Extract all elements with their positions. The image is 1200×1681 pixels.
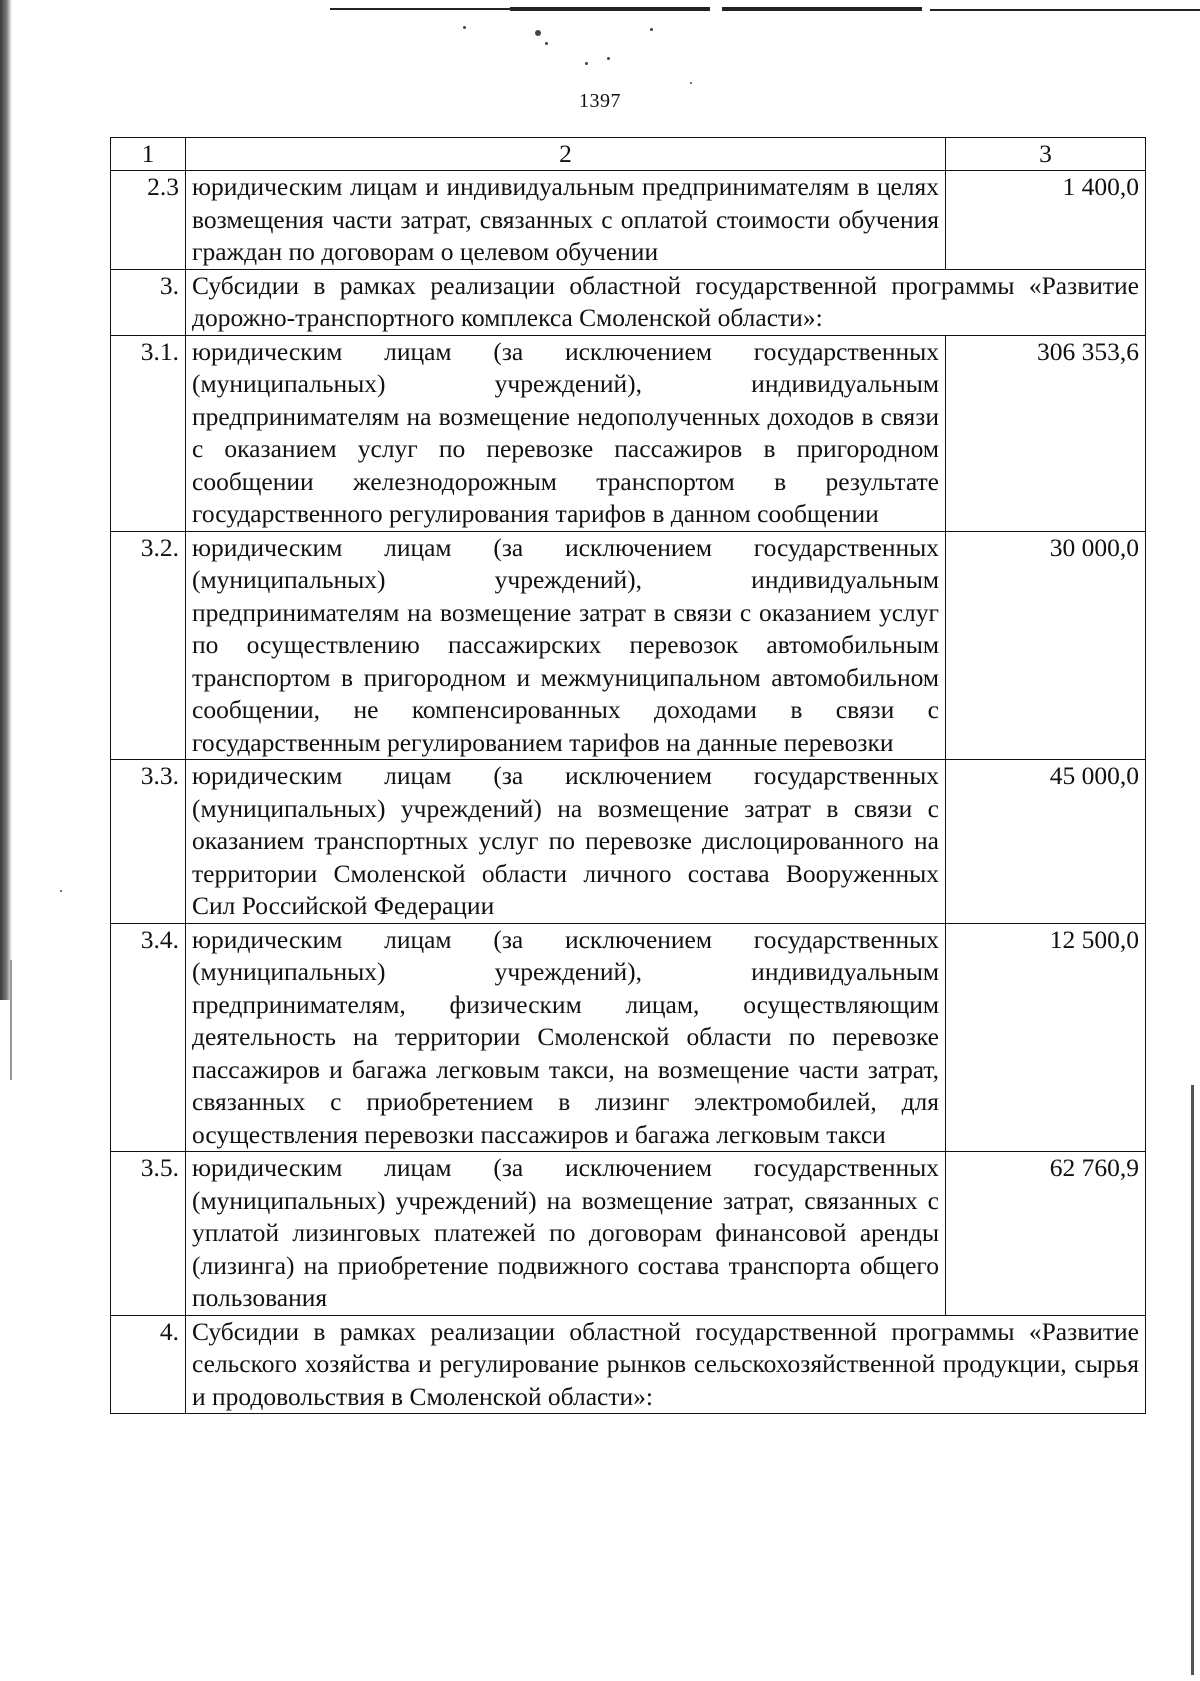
page-number: 1397: [579, 90, 621, 112]
scan-top-rule: [330, 6, 1200, 11]
row-number: 3.2.: [111, 531, 186, 760]
table-row: [111, 531, 1146, 760]
table-row: [111, 760, 1146, 924]
header-cell-col1: 1: [111, 138, 186, 171]
row-amount: 1 400,0: [946, 171, 1146, 270]
table-body: [111, 138, 1146, 1414]
row-description: юридическим лицам (за исключением государственных (муниципальных) учреждений) на возмещение затрат в связи с оказанием транспортных услуг по перевозке дислоцированного на территории Смоленской области личного состава Вооруженных Сил Российской Федерации: [186, 760, 946, 924]
scan-edge-right: [1191, 1085, 1194, 1675]
row-number: 3.1.: [111, 335, 186, 531]
table-row: [111, 171, 1146, 270]
row-amount: 45 000,0: [946, 760, 1146, 924]
header-cell-col3: 3: [946, 138, 1146, 171]
row-amount: 30 000,0: [946, 531, 1146, 760]
row-number: 3.4.: [111, 923, 186, 1152]
table-header-row: [111, 138, 1146, 171]
row-number: 2.3: [111, 171, 186, 270]
header-cell-col2: 2: [186, 138, 946, 171]
scan-edge-left: [0, 0, 12, 1000]
row-description: юридическим лицам и индивидуальным предпринимателям в целях возмещения части затрат, связанных с оплатой стоимости обучения граждан по договорам о целевом обучении: [186, 171, 946, 270]
row-description: юридическим лицам (за исключением государственных (муниципальных) учреждений) на возмещение затрат, связанных с уплатой лизинговых платежей по договорам финансовой аренды (лизинга) на приобретение подвижного состава транспорта общего пользования: [186, 1152, 946, 1316]
section-number: 3.: [111, 269, 186, 335]
table-row: [111, 1152, 1146, 1316]
section-row: [111, 1315, 1146, 1414]
section-number: 4.: [111, 1315, 186, 1414]
scan-edge-left-mark: [10, 960, 12, 1080]
section-row: [111, 269, 1146, 335]
section-title: Субсидии в рамках реализации областной государственной программы «Развитие дорожно-транспортного комплекса Смоленской области»:: [186, 269, 1146, 335]
row-amount: 62 760,9: [946, 1152, 1146, 1316]
row-description: юридическим лицам (за исключением государственных (муниципальных) учреждений), индивидуальным предпринимателям, физическим лицам, осуществляющим деятельность на территории Смоленской области по перевозке пассажиров и багажа легковым такси, на возмещение части затрат, связанных с приобретением в лизинг электромобилей, для осуществления перевозки пассажиров и багажа легковым такси: [186, 923, 946, 1152]
row-amount: 306 353,6: [946, 335, 1146, 531]
row-number: 3.5.: [111, 1152, 186, 1316]
row-amount: 12 500,0: [946, 923, 1146, 1152]
table-row: [111, 923, 1146, 1152]
table-row: [111, 335, 1146, 531]
row-number: 3.3.: [111, 760, 186, 924]
row-description: юридическим лицам (за исключением государственных (муниципальных) учреждений), индивидуальным предпринимателям на возмещение затрат в связи с оказанием услуг по осуществлению пассажирских перевозок автомобильным транспортом в пригородном и межмуниципальном автомобильном сообщении, не компенсированных доходами в связи с государственным регулированием тарифов на данные перевозки: [186, 531, 946, 760]
section-title: Субсидии в рамках реализации областной государственной программы «Развитие сельского хозяйства и регулирование рынков сельскохозяйственной продукции, сырья и продовольствия в Смоленской области»:: [186, 1315, 1146, 1414]
row-description: юридическим лицам (за исключением государственных (муниципальных) учреждений), индивидуальным предпринимателям на возмещение недополученных доходов в связи с оказанием услуг по перевозке пассажиров в пригородном сообщении железнодорожным транспортом в результате государственного регулирования тарифов в данном сообщении: [186, 335, 946, 531]
subsidy-table: [110, 137, 1146, 1414]
